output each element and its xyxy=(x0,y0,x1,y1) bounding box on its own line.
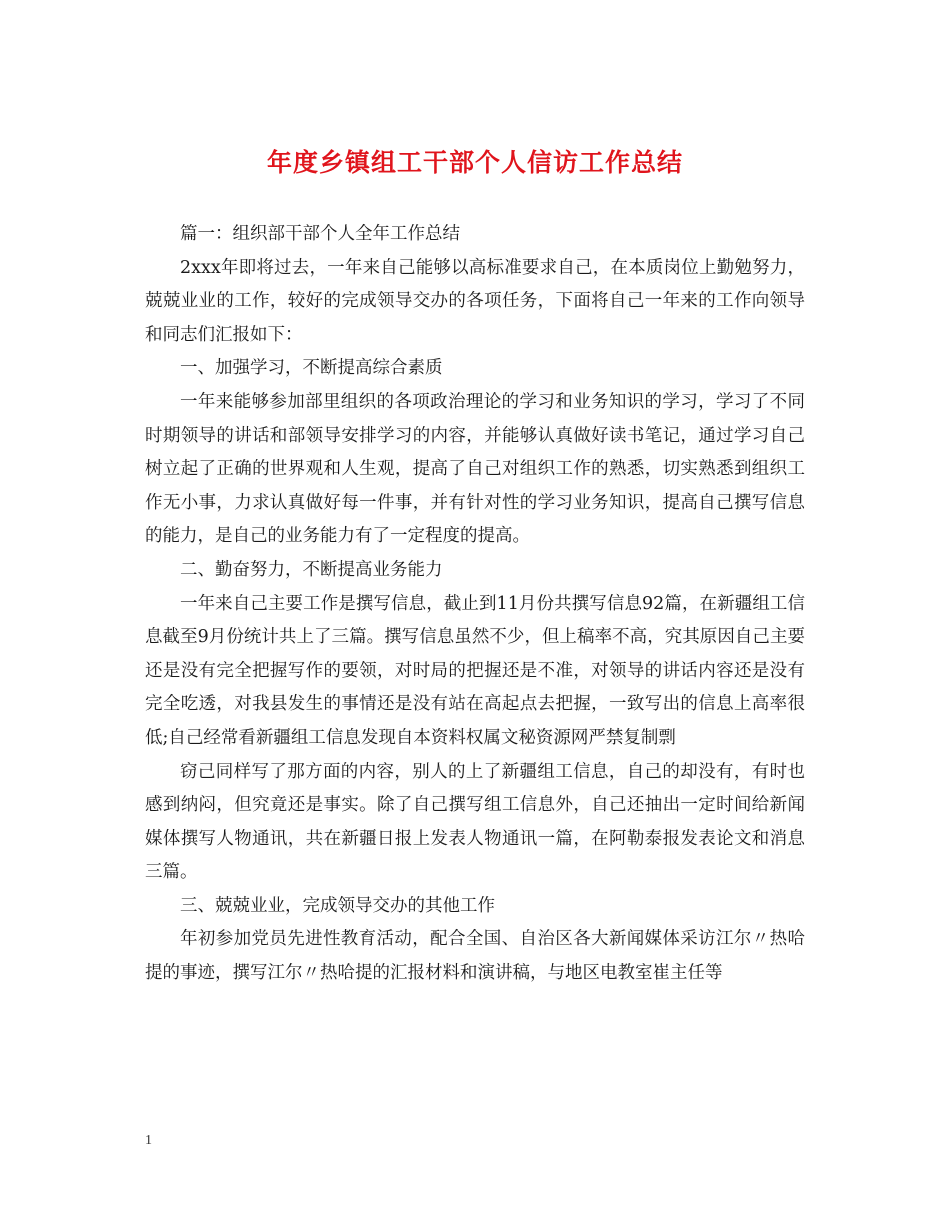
paragraph-writing: 一年来自己主要工作是撰写信息，截止到11月份共撰写信息92篇，在新疆组工信息截至9月份统计共上了三篇。撰写信息虽然不少，但上稿率不高，究其原因自己主要还是没有完全把握写作的要领，对时局的把握还是不准，对领导的讲话内容还是没有完全吃透，对我县发生的事情还是没有站在高起点去把握，一致写出的信息上高率很低;自己经常看新疆组工信息发现自本资料权属文秘资源网严禁复制剽 xyxy=(145,593,805,748)
paragraph-intro: 2xxx年即将过去，一年来自己能够以高标准要求自己，在本质岗位上勤勉努力，兢兢业业的工作，较好的完成领导交办的各项任务，下面将自己一年来的工作向领导和同志们汇报如下： xyxy=(145,257,805,345)
paragraph-writing-cont: 窃己同样写了那方面的内容，别人的上了新疆组工信息，自己的却没有，有时也感到纳闷，但究竟还是事实。除了自己撰写组工信息外，自己还抽出一定时间给新闻媒体撰写人物通讯，共在新疆日报上发表人物通讯一篇，在阿勒泰报发表论文和消息三篇。 xyxy=(145,761,805,883)
paragraph-other-work: 年初参加党员先进性教育活动，配合全国、自治区各大新闻媒体采访江尔〃热哈提的事迹，撰写江尔〃热哈提的汇报材料和演讲稿，与地区电教室崔主任等 xyxy=(145,929,805,984)
document-body xyxy=(145,218,805,991)
paragraph-heading-other-work: 三、兢兢业业，完成领导交办的其他工作 xyxy=(180,895,495,916)
paragraph-study: 一年来能够参加部里组织的各项政治理论的学习和业务知识的学习，学习了不同时期领导的讲话和部领导安排学习的内容，并能够认真做好读书笔记，通过学习自己树立起了正确的世界观和人生观，提高了自己对组织工作的熟悉，切实熟悉到组织工作无小事，力求认真做好每一件事，并有针对性的学习业务知识，提高自己撰写信息的能力，是自己的业务能力有了一定程度的提高。 xyxy=(145,391,805,547)
page-number: 1 xyxy=(145,1133,152,1148)
document-title: 年度乡镇组工干部个人信访工作总结 xyxy=(266,148,683,177)
paragraph-section-heading: 篇一：组织部干部个人全年工作总结 xyxy=(180,224,460,244)
paragraph-heading-study: 一、加强学习，不断提高综合素质 xyxy=(180,358,443,379)
paragraph-heading-diligence: 二、勤奋努力，不断提高业务能力 xyxy=(180,559,443,580)
